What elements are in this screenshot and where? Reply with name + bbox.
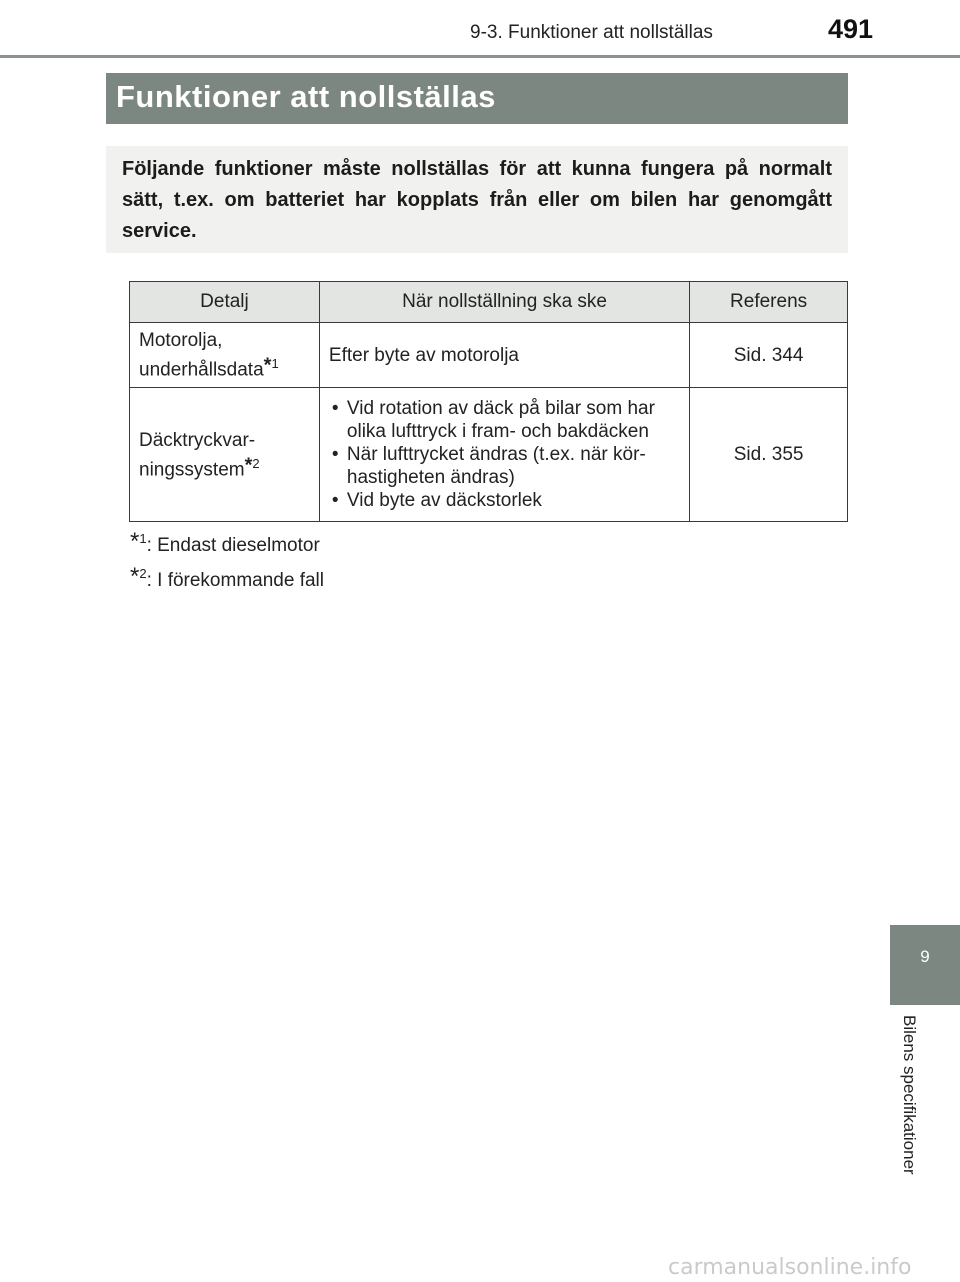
footnote-text: : I förekommande fall (146, 570, 324, 591)
page-number: 491 (828, 14, 874, 44)
intro-text: Följande funktioner måste nollställas för att kunna fungera på normalt sätt, t.ex. om batteriet har kopplats från eller om bilen har genomgått service. (122, 158, 832, 242)
intro-box (106, 146, 848, 253)
detail-line: Däcktryckvar- (139, 429, 256, 451)
footnote-number: 2 (139, 566, 147, 581)
watermark: carmanualsonline.info (668, 1255, 912, 1280)
footnote-star: * (130, 563, 140, 590)
footnote-star: * (244, 453, 253, 476)
cell-reference: Sid. 355 (690, 388, 848, 522)
footnote-1 (130, 528, 320, 557)
footnote-marker: 1 (271, 356, 279, 371)
chapter-label: Bilens specifikationer (900, 1015, 919, 1175)
column-header-when: När nollställning ska ske (319, 282, 689, 323)
header-divider (0, 55, 960, 58)
table-row (130, 388, 848, 522)
reset-functions-table (129, 281, 848, 522)
footnote-star: * (130, 528, 140, 555)
footnote-2 (130, 563, 324, 592)
footnote-number: 1 (139, 531, 147, 546)
detail-line: Motorolja, (139, 330, 223, 351)
header-section-title: 9-3. Funktioner att nollställas (470, 22, 713, 43)
cell-when (319, 388, 689, 522)
cell-detail (130, 388, 320, 522)
footnote-text: : Endast dieselmotor (146, 535, 320, 556)
table-row (130, 323, 848, 388)
section-title-bar (106, 73, 848, 124)
cell-reference: Sid. 344 (690, 323, 848, 388)
footnote-star: * (263, 354, 272, 377)
chapter-tab (890, 925, 960, 1005)
chapter-number: 9 (920, 947, 930, 966)
cell-when: Efter byte av motorolja (319, 323, 689, 388)
when-list (329, 397, 680, 512)
detail-line: ningssystem (139, 458, 245, 480)
cell-detail (130, 323, 320, 388)
detail-line: underhållsdata (139, 359, 264, 381)
column-header-detail: Detalj (130, 282, 320, 323)
footnote-marker: 2 (252, 455, 260, 471)
column-header-reference: Referens (690, 282, 848, 323)
list-item: • När lufttrycket ändras (t.ex. när kör-hastigheten ändras) (329, 443, 680, 489)
section-title: Funktioner att nollställas (116, 79, 496, 114)
list-item: • Vid rotation av däck på bilar som har olika lufttryck i fram- och bakdäcken (329, 397, 680, 443)
list-item: • Vid byte av däckstorlek (329, 489, 680, 512)
table-header-row (130, 282, 848, 323)
